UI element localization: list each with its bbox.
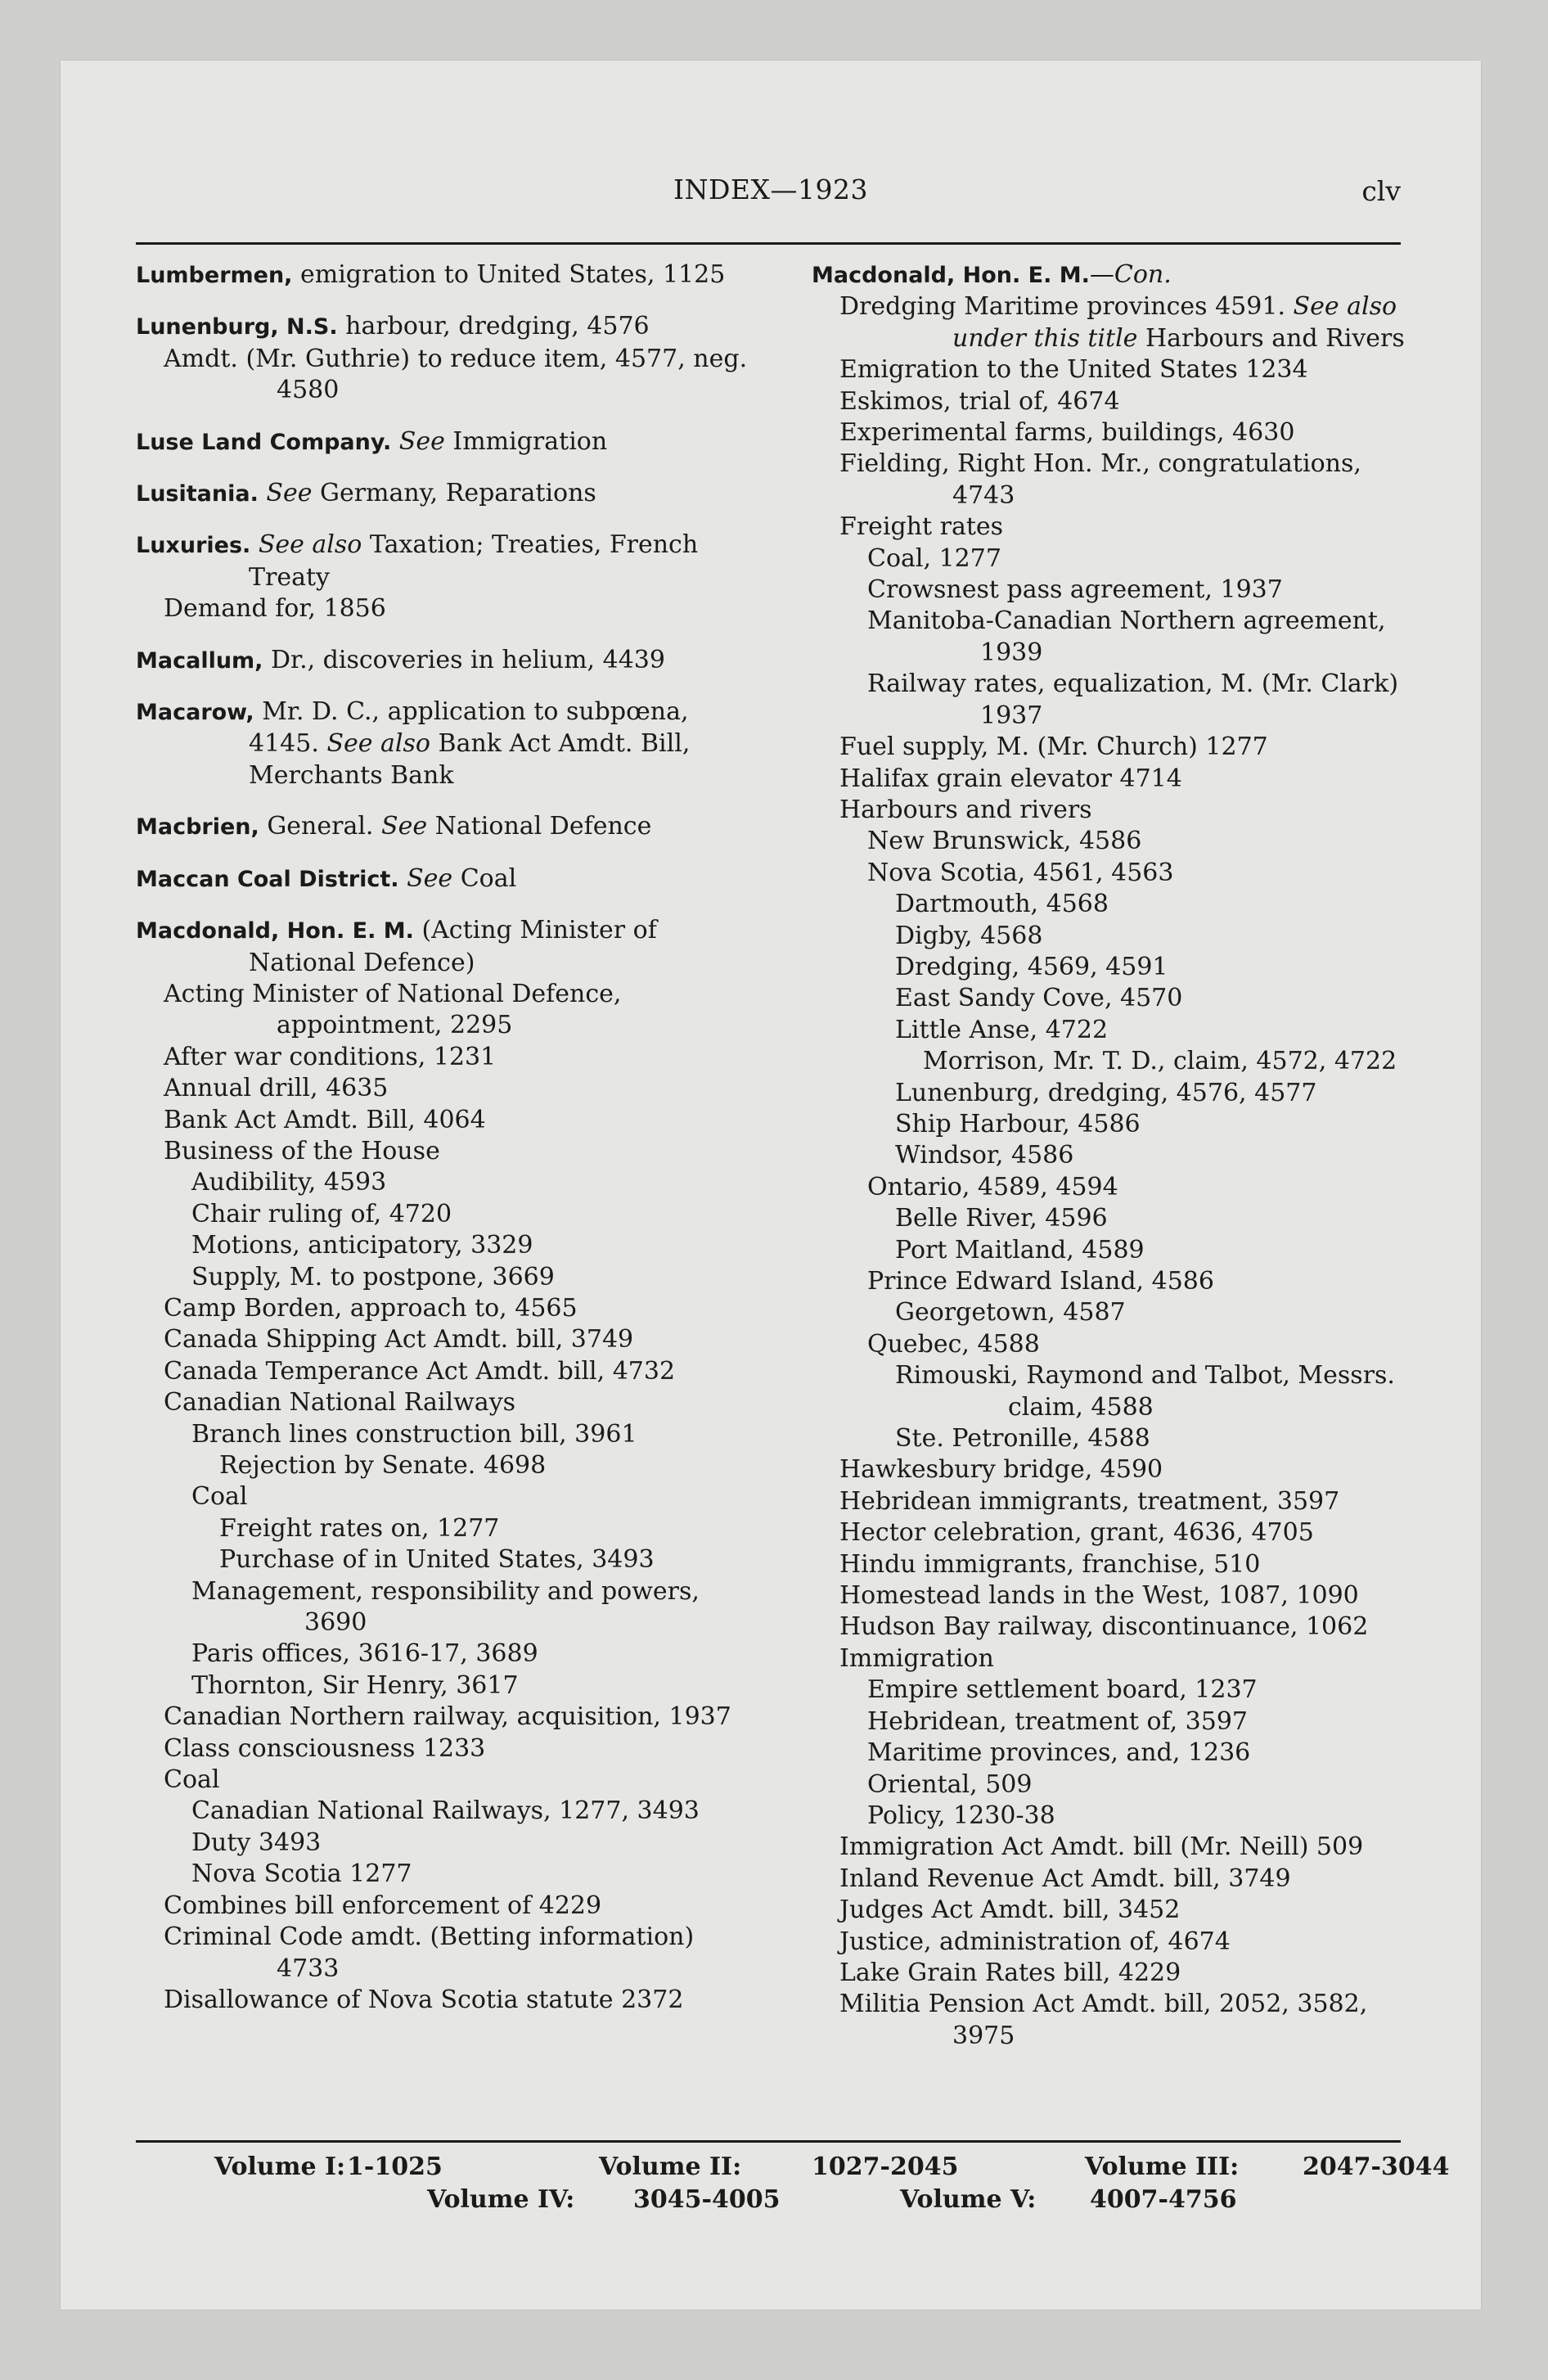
subentry-text: Hudson Bay railway, discontinuance, 1062 xyxy=(839,1612,1369,1642)
see-reference: See also under this title xyxy=(952,292,1397,353)
entry-heading: Macdonald, Hon. E. M. xyxy=(136,918,414,944)
subentry-text: Empire settlement board, 1237 xyxy=(867,1675,1258,1705)
subentry-text: Hindu immigrants, franchise, 510 xyxy=(839,1549,1261,1579)
subentry-text: Audibility, 4593 xyxy=(191,1168,387,1197)
index-entry xyxy=(136,811,758,843)
subentry-text: Coal, 1277 xyxy=(867,543,1001,573)
subentry xyxy=(812,1549,1407,1580)
subentry-text: Dredging Maritime provinces 4591. xyxy=(839,292,1285,322)
index-entry xyxy=(812,259,1407,291)
subentry xyxy=(136,1922,758,1985)
subentry xyxy=(136,1073,758,1104)
subentry xyxy=(136,1136,758,1167)
subentry xyxy=(812,669,1407,732)
subentry xyxy=(812,1046,1407,1077)
subentry-text: Halifax grain elevator 4714 xyxy=(839,764,1182,793)
subentry-text: Dredging, 4569, 4591 xyxy=(895,952,1168,981)
subentry-text: After war conditions, 1231 xyxy=(164,1042,497,1071)
subentry-text: Emigration to the United States 1234 xyxy=(839,355,1308,385)
entry-text: (Acting Minister of National Defence) xyxy=(249,916,657,977)
subentry xyxy=(136,1765,758,1796)
subentry-text: Freight rates on, 1277 xyxy=(219,1513,500,1543)
subentry-text: Quebec, 4588 xyxy=(867,1329,1040,1359)
volume-4-label: Volume IV: xyxy=(427,2185,575,2214)
subentry-text: Maritime provinces, and, 1236 xyxy=(867,1738,1251,1768)
subentry xyxy=(136,1387,758,1418)
subentry xyxy=(136,344,758,407)
volume-1-label: Volume I: xyxy=(214,2152,346,2181)
subentry-text: Harbours and Rivers xyxy=(1137,323,1405,353)
header-rule xyxy=(136,242,1401,245)
subentry xyxy=(812,1832,1407,1863)
subentry xyxy=(136,593,758,624)
subentry xyxy=(812,1203,1407,1234)
subentry-text: Canadian National Railways, 1277, 3493 xyxy=(191,1796,700,1826)
volume-5-range: 4007-4756 xyxy=(1090,2185,1237,2214)
subentry-text: Prince Edward Island, 4586 xyxy=(867,1267,1214,1296)
subentry-text: Criminal Code amdt. (Betting information) 4733 xyxy=(164,1922,695,1983)
see-reference: See xyxy=(381,812,428,841)
subentry-text: Paris offices, 3616-17, 3689 xyxy=(191,1639,538,1669)
see-reference: See xyxy=(266,479,313,508)
footer-rule xyxy=(136,2140,1401,2143)
see-reference: See xyxy=(398,426,445,456)
subentry-text: East Sandy Cove, 4570 xyxy=(895,984,1183,1013)
subentry xyxy=(136,1450,758,1481)
subentry xyxy=(812,1675,1407,1706)
subentry-text: Bank Act Amdt. Bill, 4064 xyxy=(164,1105,486,1134)
subentry-text: Duty 3493 xyxy=(191,1828,322,1857)
subentry xyxy=(812,386,1407,417)
index-entry xyxy=(136,478,758,510)
subentry-text: Morrison, Mr. T. D., claim, 4572, 4722 xyxy=(923,1047,1397,1076)
subentry-text: Ship Harbour, 4586 xyxy=(895,1109,1141,1138)
subentry xyxy=(812,1738,1407,1769)
subentry-text: Thornton, Sir Henry, 3617 xyxy=(191,1670,519,1700)
subentry xyxy=(136,1293,758,1324)
subentry-text: Hawkesbury bridge, 4590 xyxy=(839,1455,1163,1485)
subentry xyxy=(812,1989,1407,2052)
subentry xyxy=(812,1235,1407,1266)
entry-text: National Defence xyxy=(427,812,652,841)
see-reference: See xyxy=(407,863,453,893)
subentry xyxy=(136,1262,758,1293)
subentry xyxy=(812,1611,1407,1643)
subentry xyxy=(812,1454,1407,1485)
index-entry xyxy=(136,915,758,979)
subentry xyxy=(136,1576,758,1639)
entry-text: Coal xyxy=(452,863,517,893)
subentry-text: Amdt. (Mr. Guthrie) to reduce item, 4577, neg. 4580 xyxy=(164,344,748,405)
subentry xyxy=(136,1828,758,1859)
right-column xyxy=(812,259,1407,2052)
subentry xyxy=(812,354,1407,385)
volume-2-label: Volume II: xyxy=(599,2152,742,2181)
subentry-text: Branch lines construction bill, 3961 xyxy=(191,1419,637,1449)
subentry xyxy=(812,1864,1407,1895)
subentry-text: Coal xyxy=(164,1765,220,1795)
see-reference: See also xyxy=(326,729,430,759)
entry-text: Immigration xyxy=(444,426,608,456)
entry-text: emigration to United States, 1125 xyxy=(292,260,726,289)
subentry xyxy=(812,291,1407,354)
left-column xyxy=(136,259,758,2016)
index-entry xyxy=(136,426,758,458)
subentry xyxy=(136,1639,758,1670)
subentry xyxy=(136,1042,758,1073)
page-title: INDEX—1923 xyxy=(673,174,868,205)
entry-heading: Lumbermen, xyxy=(136,263,293,288)
subentry xyxy=(812,1109,1407,1140)
entry-text: Germany, Reparations xyxy=(312,479,596,508)
subentry-text: Coal xyxy=(191,1482,248,1512)
volume-3-label: Volume III: xyxy=(1085,2152,1240,2181)
subentry xyxy=(812,1423,1407,1454)
subentry-text: New Brunswick, 4586 xyxy=(867,827,1142,856)
subentry-text: Little Anse, 4722 xyxy=(895,1015,1109,1044)
entry-text: — xyxy=(1089,260,1114,289)
subentry-text: Manitoba-Canadian Northern agreement, 1939 xyxy=(867,606,1386,667)
subentry-text: Motions, anticipatory, 3329 xyxy=(191,1231,533,1260)
subentry xyxy=(136,1230,758,1261)
subentry xyxy=(136,1891,758,1922)
subentry xyxy=(812,1643,1407,1675)
subentry-text: Purchase of in United States, 3493 xyxy=(219,1545,655,1575)
subentry-text: Port Maitland, 4589 xyxy=(895,1235,1145,1264)
subentry-text: Rejection by Senate. 4698 xyxy=(219,1451,547,1480)
subentry xyxy=(812,1297,1407,1328)
subentry-text: Eskimos, trial of, 4674 xyxy=(839,386,1120,416)
entry-heading: Macarow, xyxy=(136,700,254,726)
subentry-text: Ontario, 4589, 4594 xyxy=(867,1172,1118,1201)
subentry-text: Policy, 1230-38 xyxy=(867,1801,1055,1830)
subentry xyxy=(812,1769,1407,1801)
subentry-text: Hebridean immigrants, treatment, 3597 xyxy=(839,1486,1340,1516)
subentry-text: Immigration xyxy=(839,1643,994,1673)
subentry-text: Homestead lands in the West, 1087, 1090 xyxy=(839,1581,1359,1611)
subentry-text: Acting Minister of National Defence, appointment, 2295 xyxy=(164,979,622,1040)
subentry xyxy=(812,983,1407,1014)
subentry xyxy=(812,1078,1407,1109)
subentry-text: Digby, 4568 xyxy=(895,921,1043,950)
subentry-text: Canadian Northern railway, acquisition, 1937 xyxy=(164,1702,731,1732)
subentry-text: Belle River, 4596 xyxy=(895,1204,1108,1233)
subentry xyxy=(812,1140,1407,1171)
subentry-text: Combines bill enforcement of 4229 xyxy=(164,1891,602,1920)
subentry-text: Hector celebration, grant, 4636, 4705 xyxy=(839,1518,1314,1548)
subentry xyxy=(136,1985,758,2016)
subentry xyxy=(812,449,1407,512)
subentry-text: Judges Act Amdt. bill, 3452 xyxy=(839,1895,1181,1925)
entry-heading: Lunenburg, N.S. xyxy=(136,314,338,340)
subentry-text: Harbours and rivers xyxy=(839,795,1092,824)
subentry xyxy=(812,889,1407,920)
subentry xyxy=(812,1958,1407,1989)
subentry xyxy=(136,979,758,1042)
volume-2-range: 1027-2045 xyxy=(812,2152,959,2181)
subentry-text: Inland Revenue Act Amdt. bill, 3749 xyxy=(839,1864,1291,1893)
entry-text: Bank Act Amdt. Bill, Merchants Bank xyxy=(249,729,691,790)
volume-3-range: 2047-3044 xyxy=(1303,2152,1450,2181)
subentry xyxy=(812,764,1407,795)
subentry xyxy=(812,1801,1407,1832)
subentry-text: Business of the House xyxy=(164,1136,440,1165)
subentry xyxy=(136,1544,758,1575)
subentry-text: Management, responsibility and powers, 3690 xyxy=(191,1576,700,1638)
volume-4-range: 3045-4005 xyxy=(633,2185,781,2214)
subentry xyxy=(136,1859,758,1890)
subentry xyxy=(136,1419,758,1450)
subentry xyxy=(812,795,1407,826)
subentry xyxy=(812,512,1407,543)
subentry-text: Lake Grain Rates bill, 4229 xyxy=(839,1958,1181,1987)
subentry-text: Chair ruling of, 4720 xyxy=(191,1199,452,1228)
subentry xyxy=(812,575,1407,606)
entry-heading: Macbrien, xyxy=(136,814,259,841)
entry-heading: Lusitania. xyxy=(136,481,259,507)
subentry xyxy=(136,1324,758,1355)
subentry-text: Freight rates xyxy=(839,512,1004,542)
subentry xyxy=(812,1360,1407,1423)
subentry xyxy=(136,1733,758,1765)
subentry xyxy=(812,1517,1407,1548)
subentry xyxy=(812,606,1407,669)
subentry-text: Justice, administration of, 4674 xyxy=(839,1927,1231,1956)
entry-text: Mr. D. C., application to subpœna, 4145. xyxy=(249,697,689,759)
subentry xyxy=(812,1486,1407,1517)
volume-footer xyxy=(136,2152,1450,2218)
subentry xyxy=(812,1895,1407,1926)
index-entry xyxy=(136,645,758,677)
subentry-text: Canada Shipping Act Amdt. bill, 3749 xyxy=(164,1325,634,1355)
entry-heading: Macallum, xyxy=(136,647,263,674)
entry-heading: Luse Land Company. xyxy=(136,429,392,455)
subentry-text: Crowsnest pass agreement, 1937 xyxy=(867,575,1283,605)
subentry xyxy=(136,1702,758,1733)
subentry xyxy=(812,1266,1407,1297)
subentry-text: Class consciousness 1233 xyxy=(164,1733,486,1763)
subentry-text: Supply, M. to postpone, 3669 xyxy=(191,1262,555,1291)
subentry xyxy=(136,1167,758,1198)
index-entry xyxy=(136,530,758,593)
subentry xyxy=(812,858,1407,889)
subentry xyxy=(812,732,1407,763)
subentry xyxy=(812,1580,1407,1611)
index-entry xyxy=(136,259,758,291)
entry-text: harbour, dredging, 4576 xyxy=(337,312,650,341)
subentry xyxy=(136,1199,758,1230)
subentry-text: Annual drill, 4635 xyxy=(164,1074,389,1103)
entry-heading: Maccan Coal District. xyxy=(136,866,399,892)
subentry-text: Demand for, 1856 xyxy=(164,594,386,624)
volume-5-label: Volume V: xyxy=(900,2185,1037,2214)
subentry-text: Railway rates, equalization, M. (Mr. Clark) 1937 xyxy=(867,669,1399,730)
subentry-text: Nova Scotia 1277 xyxy=(191,1859,412,1889)
subentry-text: Oriental, 509 xyxy=(867,1769,1033,1799)
entry-text: Dr., discoveries in helium, 4439 xyxy=(263,645,665,674)
subentry-text: Windsor, 4586 xyxy=(895,1141,1074,1170)
subentry-text: Dartmouth, 4568 xyxy=(895,890,1109,919)
subentry xyxy=(812,921,1407,952)
page-number: clv xyxy=(1361,175,1401,207)
subentry-text: Disallowance of Nova Scotia statute 2372 xyxy=(164,1985,684,2014)
index-page xyxy=(61,61,1481,2310)
entry-text: General. xyxy=(259,812,374,841)
subentry-text: Militia Pension Act Amdt. bill, 2052, 3582, 3975 xyxy=(839,1990,1368,2050)
subentry xyxy=(136,1513,758,1544)
entry-heading: Luxuries. xyxy=(136,533,251,559)
subentry-text: Ste. Petronille, 4588 xyxy=(895,1424,1150,1454)
index-entry xyxy=(136,696,758,791)
subentry-text: Fielding, Right Hon. Mr., congratulations, 4743 xyxy=(839,449,1361,510)
subentry xyxy=(812,417,1407,449)
subentry-text: Rimouski, Raymond and Talbot, Messrs. claim, 4588 xyxy=(895,1361,1395,1422)
subentry xyxy=(136,1481,758,1512)
entry-text: Taxation; Treaties, French Treaty xyxy=(249,530,699,592)
index-entry xyxy=(136,311,758,343)
subentry xyxy=(136,1105,758,1136)
subentry-text: Nova Scotia, 4561, 4563 xyxy=(867,858,1174,887)
volume-1-range: 1-1025 xyxy=(347,2152,443,2181)
subentry-text: Hebridean, treatment of, 3597 xyxy=(867,1706,1249,1736)
subentry xyxy=(812,826,1407,857)
subentry-text: Experimental farms, buildings, 4630 xyxy=(839,418,1295,448)
entry-heading: Macdonald, Hon. E. M. xyxy=(812,263,1090,288)
index-entry xyxy=(136,863,758,895)
subentry xyxy=(812,1329,1407,1360)
subentry-text: Canadian National Railways xyxy=(164,1388,516,1418)
subentry xyxy=(812,1706,1407,1738)
subentry-text: Canada Temperance Act Amdt. bill, 4732 xyxy=(164,1356,676,1386)
subentry xyxy=(136,1356,758,1387)
subentry xyxy=(812,543,1407,575)
subentry-text: Camp Borden, approach to, 4565 xyxy=(164,1293,578,1323)
subentry-text: Fuel supply, M. (Mr. Church) 1277 xyxy=(839,732,1268,762)
subentry xyxy=(812,1927,1407,1958)
subentry xyxy=(136,1796,758,1827)
subentry-text: Lunenburg, dredging, 4576, 4577 xyxy=(895,1078,1317,1107)
see-reference: See also xyxy=(258,530,362,560)
subentry xyxy=(812,1015,1407,1046)
subentry xyxy=(812,1172,1407,1203)
subentry-text: Immigration Act Amdt. bill (Mr. Neill) 509 xyxy=(839,1832,1364,1862)
subentry xyxy=(136,1670,758,1702)
continued-label: Con. xyxy=(1114,260,1172,289)
subentry xyxy=(812,952,1407,983)
subentry-text: Georgetown, 4587 xyxy=(895,1298,1126,1327)
